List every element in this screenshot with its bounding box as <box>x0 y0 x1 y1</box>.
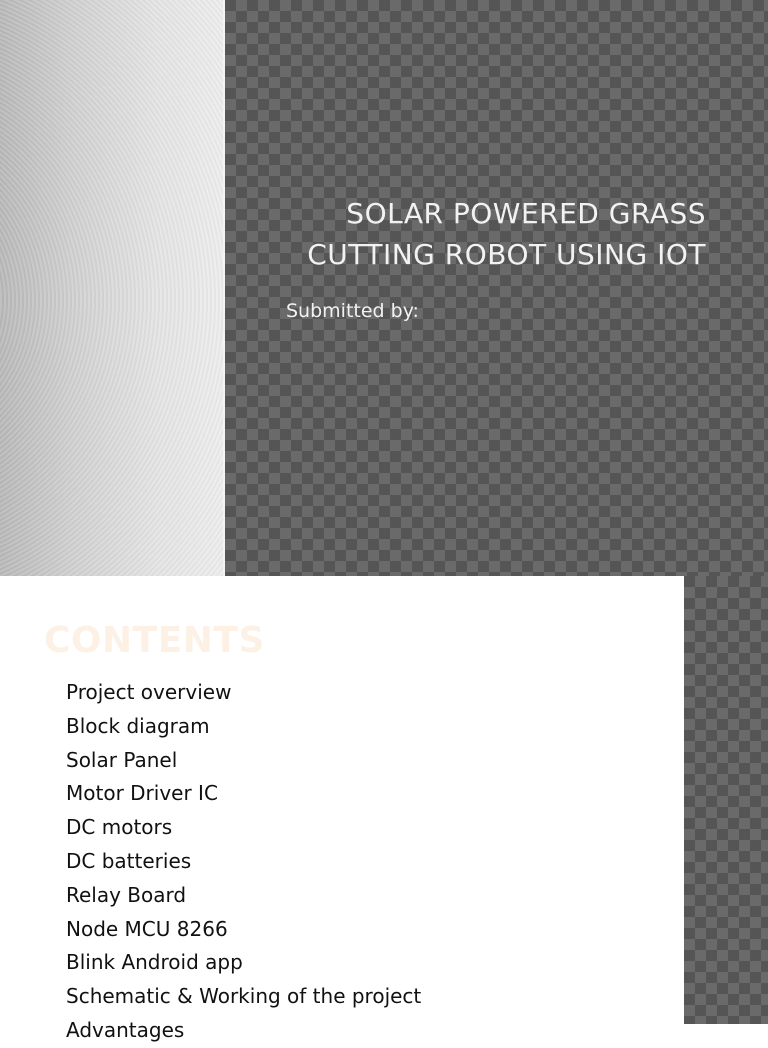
list-item: Schematic & Working of the project <box>66 984 422 1009</box>
list-item: Blink Android app <box>66 950 243 975</box>
list-item: Project overview <box>66 680 232 704</box>
contents-list <box>66 676 421 1048</box>
list-item: Block diagram <box>66 713 210 738</box>
list-item: Motor Driver IC <box>66 781 218 806</box>
list-item: Relay Board <box>66 882 187 907</box>
list-item: Solar Panel <box>66 747 178 772</box>
list-item: DC motors <box>66 815 173 840</box>
list-item: DC batteries <box>66 848 192 873</box>
contents-heading: CONTENTS <box>44 620 265 661</box>
slide-title-line-2: CUTTING ROBOT USING IOT <box>307 238 706 271</box>
slide-subtitle: Submitted by: <box>286 300 419 322</box>
list-item: Node MCU 8266 <box>66 916 228 941</box>
left-gradient-panel <box>0 0 223 576</box>
slide-title <box>236 193 706 275</box>
patterned-background <box>225 0 768 576</box>
patterned-side-strip <box>684 576 768 1024</box>
list-item: Advantages <box>66 1017 185 1042</box>
slide-title-line-1: SOLAR POWERED GRASS <box>346 197 706 230</box>
contents-slide <box>0 576 768 1042</box>
